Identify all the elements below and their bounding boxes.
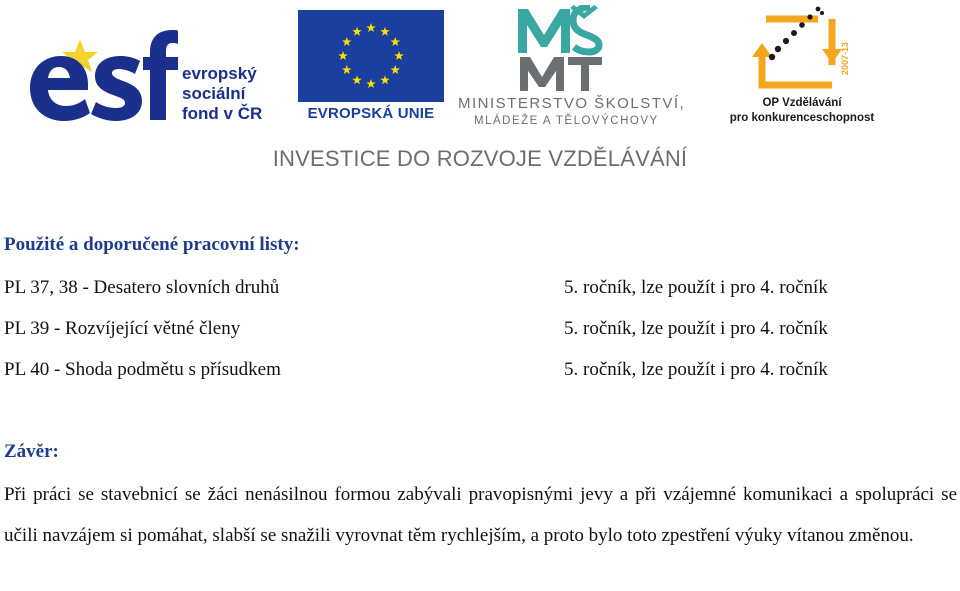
eu-logo bbox=[298, 10, 444, 128]
eu-star-icon bbox=[352, 27, 362, 36]
esf-mark-icon bbox=[28, 10, 178, 130]
op-name-line: OP Vzdělávání bbox=[762, 97, 842, 109]
op-years-label: 2007-13 bbox=[840, 41, 850, 75]
worksheet-row bbox=[4, 359, 954, 385]
eu-star-icon bbox=[380, 75, 390, 84]
msmt-name-line: MINISTERSTVO ŠKOLSTVÍ, bbox=[458, 95, 686, 112]
worksheet-name: PL 40 - Shoda podmětu s přísudkem bbox=[4, 359, 281, 380]
msmt-name-line: MLÁDEŽE A TĚLOVÝCHOVY bbox=[474, 115, 659, 127]
esf-caption-line: evropský bbox=[182, 64, 257, 83]
eu-star-icon bbox=[342, 65, 352, 74]
eu-star-icon bbox=[366, 79, 376, 88]
eu-stars-icon bbox=[298, 10, 444, 102]
worksheet-name: PL 39 - Rozvíjející větné členy bbox=[4, 318, 241, 339]
worksheet-grade: 5. ročník, lze použít i pro 4. ročník bbox=[564, 277, 828, 298]
conclusion-heading: Závěr: bbox=[4, 441, 59, 462]
worksheet-grade: 5. ročník, lze použít i pro 4. ročník bbox=[564, 359, 828, 380]
project-tagline: INVESTICE DO ROZVOJE VZDĚLÁVÁNÍ bbox=[272, 146, 688, 171]
esf-logo bbox=[28, 10, 288, 130]
worksheet-grade: 5. ročník, lze použít i pro 4. ročník bbox=[564, 318, 828, 339]
eu-star-icon bbox=[394, 51, 404, 60]
eu-star-icon bbox=[380, 27, 390, 36]
worksheets-heading: Použité a doporučené pracovní listy: bbox=[4, 234, 300, 255]
esf-caption bbox=[182, 64, 262, 124]
esf-caption-line: sociální bbox=[182, 84, 246, 103]
eu-star-icon bbox=[338, 51, 348, 60]
op-logo bbox=[714, 5, 890, 130]
conclusion-text: Při práci se stavebnicí se žáci nenásilnou formou zabývali pravopisnými jevy a při vzájemné komunikaci a spolupráci se učili navzájem si pomáhat, slabší se snažili vyrovnat těm rychlejším, a proto bylo toto zpestření výuky vítanou změnou. bbox=[4, 484, 957, 546]
msmt-logo bbox=[452, 5, 712, 130]
worksheet-row bbox=[4, 277, 954, 303]
eu-star-icon bbox=[390, 37, 400, 46]
op-mark-icon bbox=[714, 5, 890, 95]
eu-star-icon bbox=[352, 75, 362, 84]
eu-star-icon bbox=[390, 65, 400, 74]
msmt-mark-icon bbox=[452, 5, 652, 93]
eu-flag-icon bbox=[298, 10, 444, 102]
esf-caption-line: fond v ČR bbox=[182, 104, 263, 123]
eu-caption: EVROPSKÁ UNIE bbox=[307, 105, 435, 122]
header-logos bbox=[0, 0, 960, 171]
worksheet-row bbox=[4, 318, 954, 344]
eu-star-icon bbox=[342, 37, 352, 46]
eu-star-icon bbox=[366, 23, 376, 32]
worksheet-name: PL 37, 38 - Desatero slovních druhů bbox=[4, 277, 280, 298]
op-name-line: pro konkurenceschopnost bbox=[729, 112, 875, 124]
